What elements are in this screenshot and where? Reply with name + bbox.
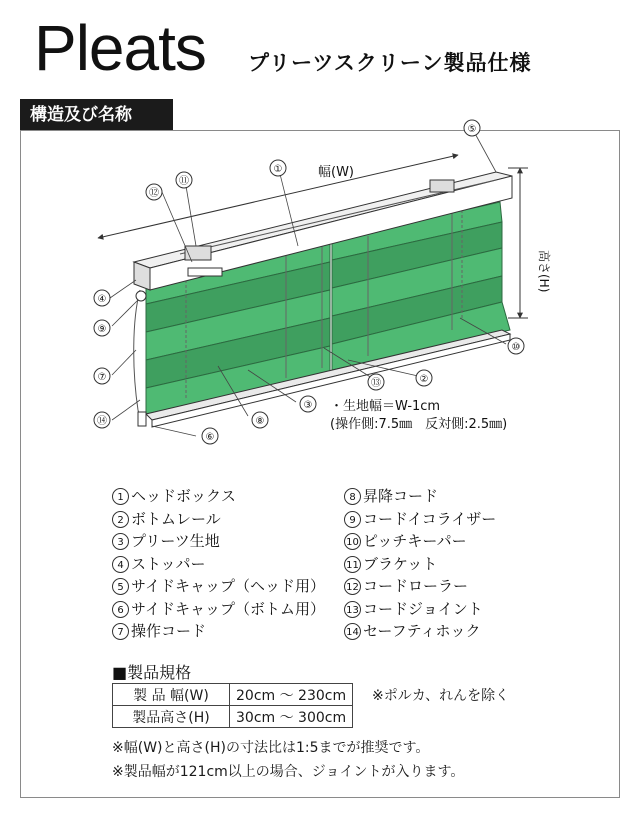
fabric-width-note-line1: ・生地幅＝W-1cm <box>330 399 441 414</box>
part-label: 昇降コード <box>363 487 439 505</box>
width-label: 幅(W) <box>318 165 354 180</box>
spec-value: 30cm 〜 300cm <box>230 706 353 728</box>
part-item <box>344 598 496 621</box>
callout-1: ① <box>273 164 283 175</box>
spec-heading: ■製品規格 <box>112 663 192 682</box>
part-number: 9 <box>344 511 361 528</box>
part-number: 2 <box>112 511 129 528</box>
part-number: 10 <box>344 533 361 550</box>
part-label: コードローラー <box>363 577 469 595</box>
callout-9: ⑨ <box>97 324 107 335</box>
spec-label: 製品高さ(H) <box>113 706 230 728</box>
callout-8: ⑧ <box>255 416 265 427</box>
part-number: 6 <box>112 601 129 618</box>
part-label: 操作コード <box>131 622 207 640</box>
fabric-width-note-line2: (操作側:7.5㎜ 反対側:2.5㎜) <box>330 417 508 432</box>
part-item <box>112 530 325 553</box>
part-item <box>344 485 496 508</box>
parts-list-left <box>112 485 325 643</box>
callout-14: ⑭ <box>97 416 107 427</box>
parts-list-right <box>344 485 496 643</box>
callout-5: ⑤ <box>467 124 477 135</box>
part-number: 8 <box>344 488 361 505</box>
part-label: セーフティホック <box>363 622 481 640</box>
part-item <box>344 575 496 598</box>
part-item <box>344 530 496 553</box>
operating-cord <box>134 290 142 425</box>
spec-table <box>112 683 353 728</box>
callout-6: ⑥ <box>205 432 215 443</box>
callout-3: ③ <box>303 400 313 411</box>
part-item <box>112 575 325 598</box>
spec-exclusion-note: ※ポルカ、れんを除く <box>372 688 510 704</box>
part-item <box>112 620 325 643</box>
part-label: ブラケット <box>363 554 438 573</box>
part-item <box>112 508 325 531</box>
part-number: 12 <box>344 578 361 595</box>
part-label: ピッチキーパー <box>363 532 467 550</box>
spec-label: 製 品 幅(W) <box>113 684 230 706</box>
callout-2: ② <box>419 374 429 385</box>
callout-12: ⑫ <box>149 188 159 199</box>
part-number: 5 <box>112 578 129 595</box>
part-label: ストッパー <box>131 554 206 573</box>
part-item <box>112 485 325 508</box>
callout-11: ⑪ <box>179 176 189 187</box>
bracket-right <box>430 180 454 192</box>
part-item <box>344 553 496 576</box>
callout-13: ⑬ <box>371 378 381 389</box>
height-label: 高さ(H) <box>537 250 551 293</box>
part-label: コードジョイント <box>363 599 483 618</box>
safety-hook <box>138 412 146 426</box>
fabric-width-note <box>330 398 507 434</box>
callout-7: ⑦ <box>97 372 107 383</box>
part-number: 1 <box>112 488 129 505</box>
part-item <box>112 598 325 621</box>
callout-10: ⑩ <box>511 342 521 353</box>
part-item <box>344 620 496 643</box>
table-row <box>113 706 353 728</box>
page-subtitle: プリーツスクリーン製品仕様 <box>248 51 532 75</box>
table-row <box>113 684 353 706</box>
part-label: コードイコライザー <box>363 509 497 528</box>
part-label: プリーツ生地 <box>131 532 220 550</box>
footnote-ratio: ※幅(W)と高さ(H)の寸法比は1:5までが推奨です。 <box>112 740 430 756</box>
part-number: 3 <box>112 533 129 550</box>
spec-value: 20cm 〜 230cm <box>230 684 353 706</box>
part-number: 7 <box>112 623 129 640</box>
section-tab: 構造及び名称 <box>20 99 173 131</box>
part-item <box>112 553 325 576</box>
cord-roller <box>188 268 222 276</box>
cord-equalizer <box>136 291 146 301</box>
part-number: 14 <box>344 623 361 640</box>
part-label: ヘッドボックス <box>131 487 236 505</box>
bracket-left <box>185 246 211 260</box>
footnote-joint: ※製品幅が121cm以上の場合、ジョイントが入ります。 <box>112 764 465 780</box>
part-number: 11 <box>344 556 361 573</box>
brand-title: Pleats <box>34 12 206 84</box>
part-label: サイドキャップ（ヘッド用） <box>131 577 325 595</box>
part-number: 13 <box>344 601 361 618</box>
part-number: 4 <box>112 556 129 573</box>
part-item <box>344 508 496 531</box>
callout-4: ④ <box>97 294 107 305</box>
part-label: ボトムレール <box>131 509 221 528</box>
part-label: サイドキャップ（ボトム用） <box>131 599 325 618</box>
